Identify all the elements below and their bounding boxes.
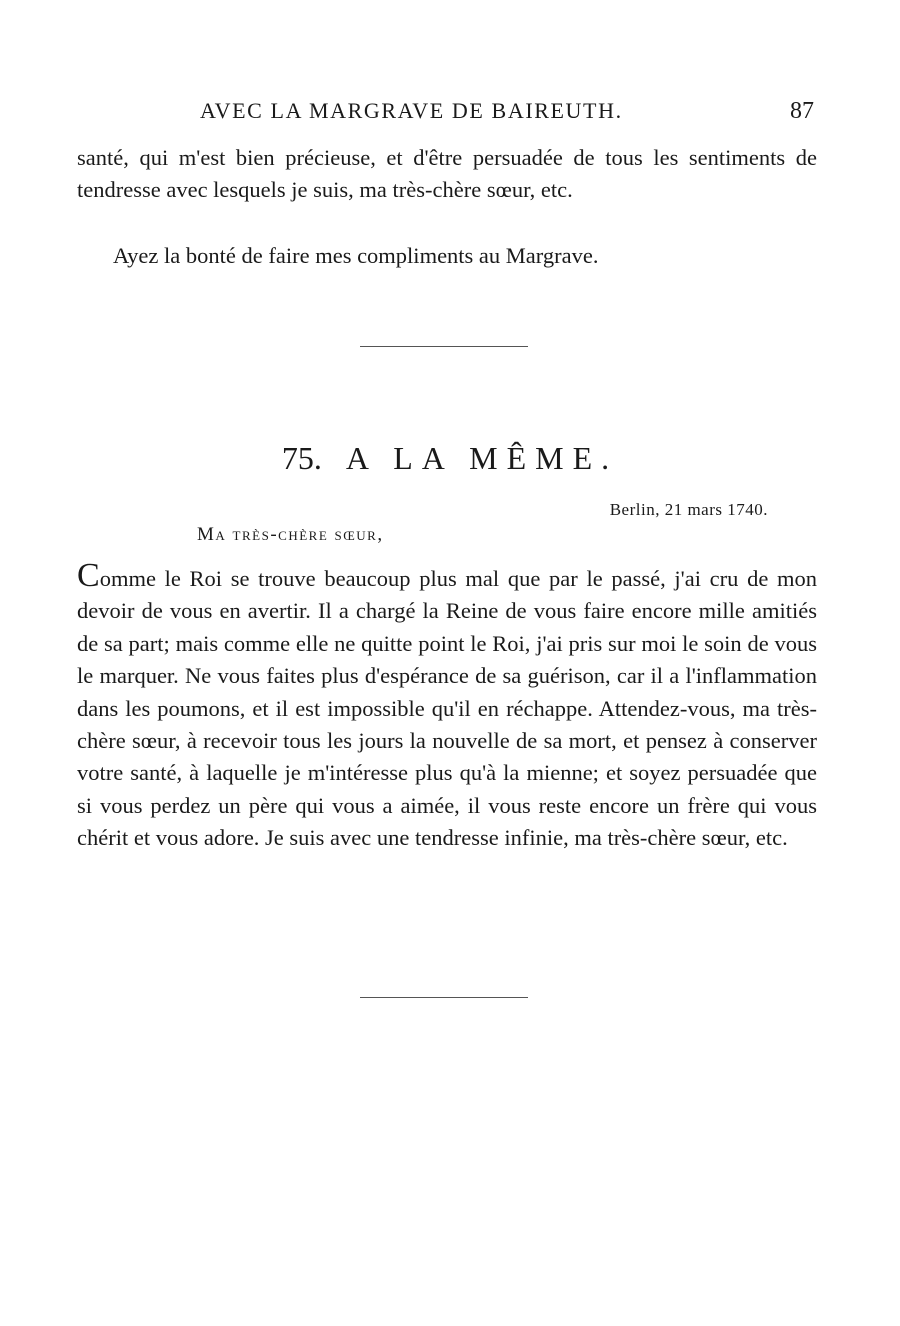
letter-body [77, 557, 817, 855]
previous-letter-closing: santé, qui m'est bien précieuse, et d'être persuadée de tous les sentiments de tendresse avec lesquels je suis, ma très-chère sœur, etc. [77, 145, 817, 202]
letter-title: A LA MÊME. [345, 440, 619, 476]
letter-date: Berlin, 21 mars 1740. [609, 500, 768, 519]
letter-number: 75. [281, 440, 322, 476]
section-divider [360, 346, 528, 347]
running-title: AVEC LA MARGRAVE DE BAIREUTH. [200, 98, 623, 123]
letter-salutation: Ma très-chère sœur, [197, 524, 384, 545]
letter-body-text: omme le Roi se trouve beaucoup plus mal que par le passé, j'ai cru de mon devoir de vous en avertir. Il a chargé la Reine de vous faire encore mille amitiés de sa part; mais comme elle ne quitte point le Roi, j'ai pris sur moi le soin de vous le marquer. Ne vous faites plus d'espérance de sa guérison, car il a l'inflammation dans les poumons, et il est impossible qu'il en réchappe. Attendez-vous, ma très-chère sœur, à recevoir tous les jours la nouvelle de sa mort, et pensez à conserver votre santé, à laquelle je m'intéresse plus qu'à la mienne; et soyez persuadée que si vous perdez un père qui vous a aimée, il vous reste encore un frère qui vous chérit et vous adore. Je suis avec une tendresse infinie, ma très-chère sœur, etc. [77, 566, 817, 851]
postscript: Ayez la bonté de faire mes compliments au Margrave. [113, 243, 599, 268]
end-divider [360, 997, 528, 998]
letter-heading [0, 440, 900, 477]
running-head [200, 98, 820, 128]
letter-body-paragraph [77, 557, 817, 855]
page-number: 87 [790, 98, 814, 124]
drop-initial: C [77, 557, 100, 594]
